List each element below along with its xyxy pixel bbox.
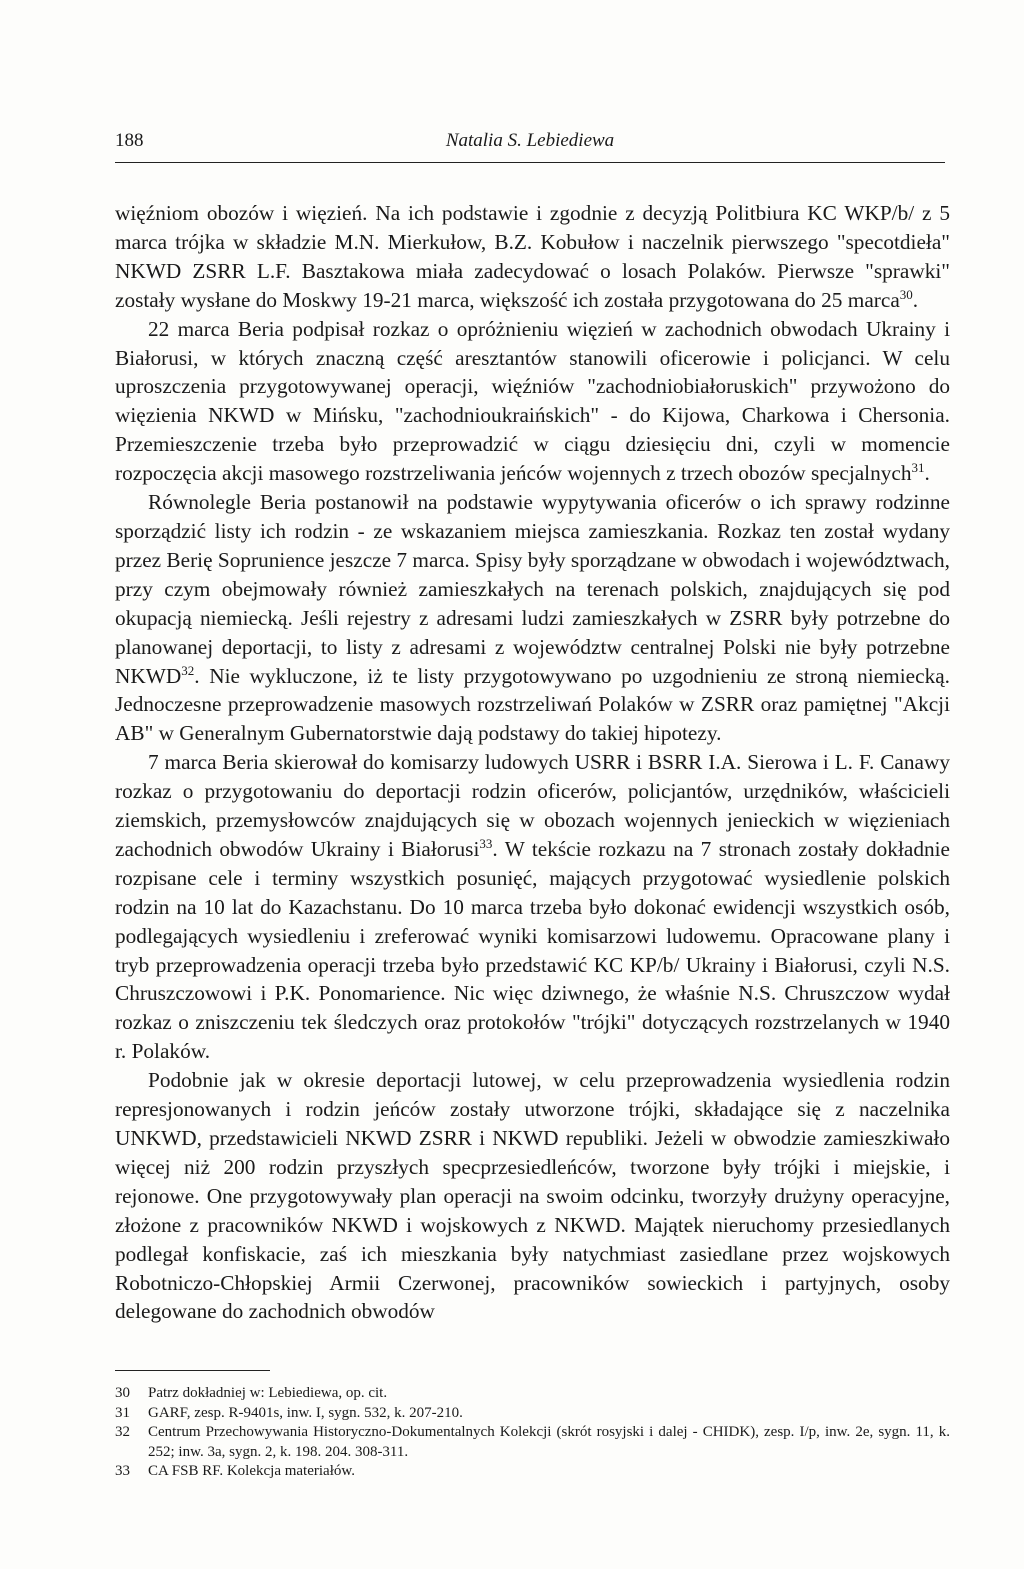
footnote-ref: 31 — [911, 460, 925, 476]
footnote-number: 33 — [115, 1463, 130, 1479]
text-run: . — [924, 461, 930, 486]
footnote-number: 32 — [115, 1424, 130, 1440]
footnote-text: CA FSB RF. Kolekcja materiałów. — [148, 1463, 355, 1479]
body-text — [115, 199, 950, 1326]
text-run: 22 marca Beria podpisał rozkaz o opróżnieniu więzień w zachodnich obwodach Ukrainy i Białorusi, w których znaczną część aresztantów stanowili oficerowie i policjanci. W celu uproszczenia przygotowywanej operacji, więźniów "zachodniobiałoruskich" przywożono do więzienia NKWD w Mińsku, "zachodnioukraińskich" - do Kijowa, Charkowa i Chersonia. Przemieszczenie trzeba było przeprowadzić w ciągu dziesięciu dni, czyli w momencie rozpoczęcia akcji masowego rozstrzeliwania jeńców wojennych z trzech obozów specjalnych — [115, 316, 950, 486]
footnote-text: Centrum Przechowywania Historyczno-Dokumentalnych Kolekcji (skrót rosyjski i dalej - CHIDK), zesp. I/p, inw. 2e, sygn. 11, k. 252; inw. 3a, sygn. 2, k. 198. 204. 308-311. — [148, 1424, 950, 1460]
paragraph — [115, 748, 950, 1066]
footnote-number: 30 — [115, 1385, 130, 1401]
text-run: . Nie wykluczone, iż te listy przygotowywano po uzgodnieniu ze stroną niemiecką. Jednoczesne przeprowadzenie masowych rozstrzeliwań Polaków w ZSRR oraz pamiętnej "Akcji AB" w Generalnym Gubernatorstwie dają podstawy do takiej hipotezy. — [115, 663, 950, 746]
text-run: Równolegle Beria postanowił na podstawie wypytywania oficerów o ich sprawy rodzinne sporządzić listy ich rodzin - ze wskazaniem miejsca zamieszkania. Rozkaz ten został wydany przez Berię Soprunience jeszcze 7 marca. Spisy były sporządzane w obwodach i województwach, przy czym obejmowały również zamieszkałych na terenach polskich, znajdujących się pod okupacją niemiecką. Jeśli rejestry z adresami ludzi zamieszkałych w ZSRR były potrzebne do planowanej deportacji, to listy z adresami z województw centralnej Polski nie były potrzebne NKWD — [115, 490, 950, 688]
text-run: więźniom obozów i więzień. Na ich podstawie i zgodnie z decyzją Politbiura KC WKP/b/ z 5 marca trójka w składzie M.N. Mierkułow, B.Z. Kobułow i naczelnik pierwszego "specotdieła" NKWD ZSRR L.F. Basztakowa miała zadecydować o losach Polaków. Pierwsze "sprawki" zostały wysłane do Moskwy 19-21 marca, większość ich została przygotowana do 25 marca — [115, 201, 950, 312]
footnote-ref: 30 — [899, 286, 913, 302]
text-run: . — [912, 287, 919, 312]
footnote — [115, 1384, 950, 1404]
paragraph — [115, 488, 950, 748]
footnote — [115, 1404, 950, 1424]
paragraph — [115, 199, 950, 315]
text-run: . W tekście rozkazu na 7 stronach zostały dokładnie rozpisane cele i terminy wszystkich posunięć, mających przygotować wysiedlenie polskich rodzin na 10 lat do Kazachstanu. Do 10 marca trzeba było dokonać ewidencji wszystkich osób, podlegających wysiedleniu i zreferować wyniki komisarzowi ludowemu. Opracowane plany i tryb przeprowadzenia operacji trzeba było przedstawić KC KP/b/ Ukrainy i Białorusi, czyli N.S. Chruszczowowi i P.K. Ponomarience. Nic więc dziwnego, że właśnie N.S. Chruszczow wydał rozkaz o zniszczeniu tek śledczych oraz protokołów "trójki" dotyczących rozstrzelanych w 1940 r. Polaków. — [115, 836, 950, 1064]
page-header — [115, 130, 945, 163]
page-number: 188 — [115, 130, 144, 151]
footnote-ref: 32 — [181, 662, 195, 678]
footnote — [115, 1462, 950, 1482]
footnotes — [115, 1384, 950, 1482]
footnote — [115, 1423, 950, 1462]
running-head: Natalia S. Lebiediewa — [445, 130, 615, 151]
footnote-rule — [115, 1370, 270, 1371]
footnote-ref: 33 — [479, 835, 493, 851]
text-run: 7 marca Beria skierował do komisarzy ludowych USRR i BSRR I.A. Sierowa i L. F. Canawy rozkaz o przygotowaniu do deportacji rodzin oficerów, policjantów, urzędników, właścicieli ziemskich, przemysłowców znajdujących się w obozach wojennych jenieckich w więzieniach zachodnich obwodów Ukrainy i Białorusi — [115, 750, 950, 861]
footnote-text: GARF, zesp. R-9401s, inw. I, sygn. 532, k. 207-210. — [148, 1404, 463, 1421]
paragraph — [115, 1066, 950, 1326]
footnote-text: Patrz dokładniej w: Lebiediewa, op. cit. — [148, 1385, 388, 1401]
paragraph — [115, 315, 950, 488]
footnote-number: 31 — [115, 1404, 130, 1421]
text-run: Podobnie jak w okresie deportacji lutowej, w celu przeprowadzenia wysiedlenia rodzin represjonowanych i rodzin jeńców zostały utworzone trójki, składające się z naczelnika UNKWD, przedstawicieli NKWD ZSRR i NKWD republiki. Jeżeli w obwodzie zamieszkiwało więcej niż 200 rodzin przyszłych specprzesiedleńców, tworzone były trójki i miejskie, i rejonowe. One przygotowywały plan operacji na swoim odcinku, tworzyły drużyny operacyjne, złożone z pracowników NKWD i wojskowych z NKWD. Majątek nieruchomy przesiedlanych podlegał konfiskacie, zaś ich mieszkania były natychmiast zasiedlane przez wojskowych Robotniczo-Chłopskiej Armii Czerwonej, pracowników sowieckich i partyjnych, osoby delegowane do zachodnich obwodów — [115, 1068, 950, 1324]
